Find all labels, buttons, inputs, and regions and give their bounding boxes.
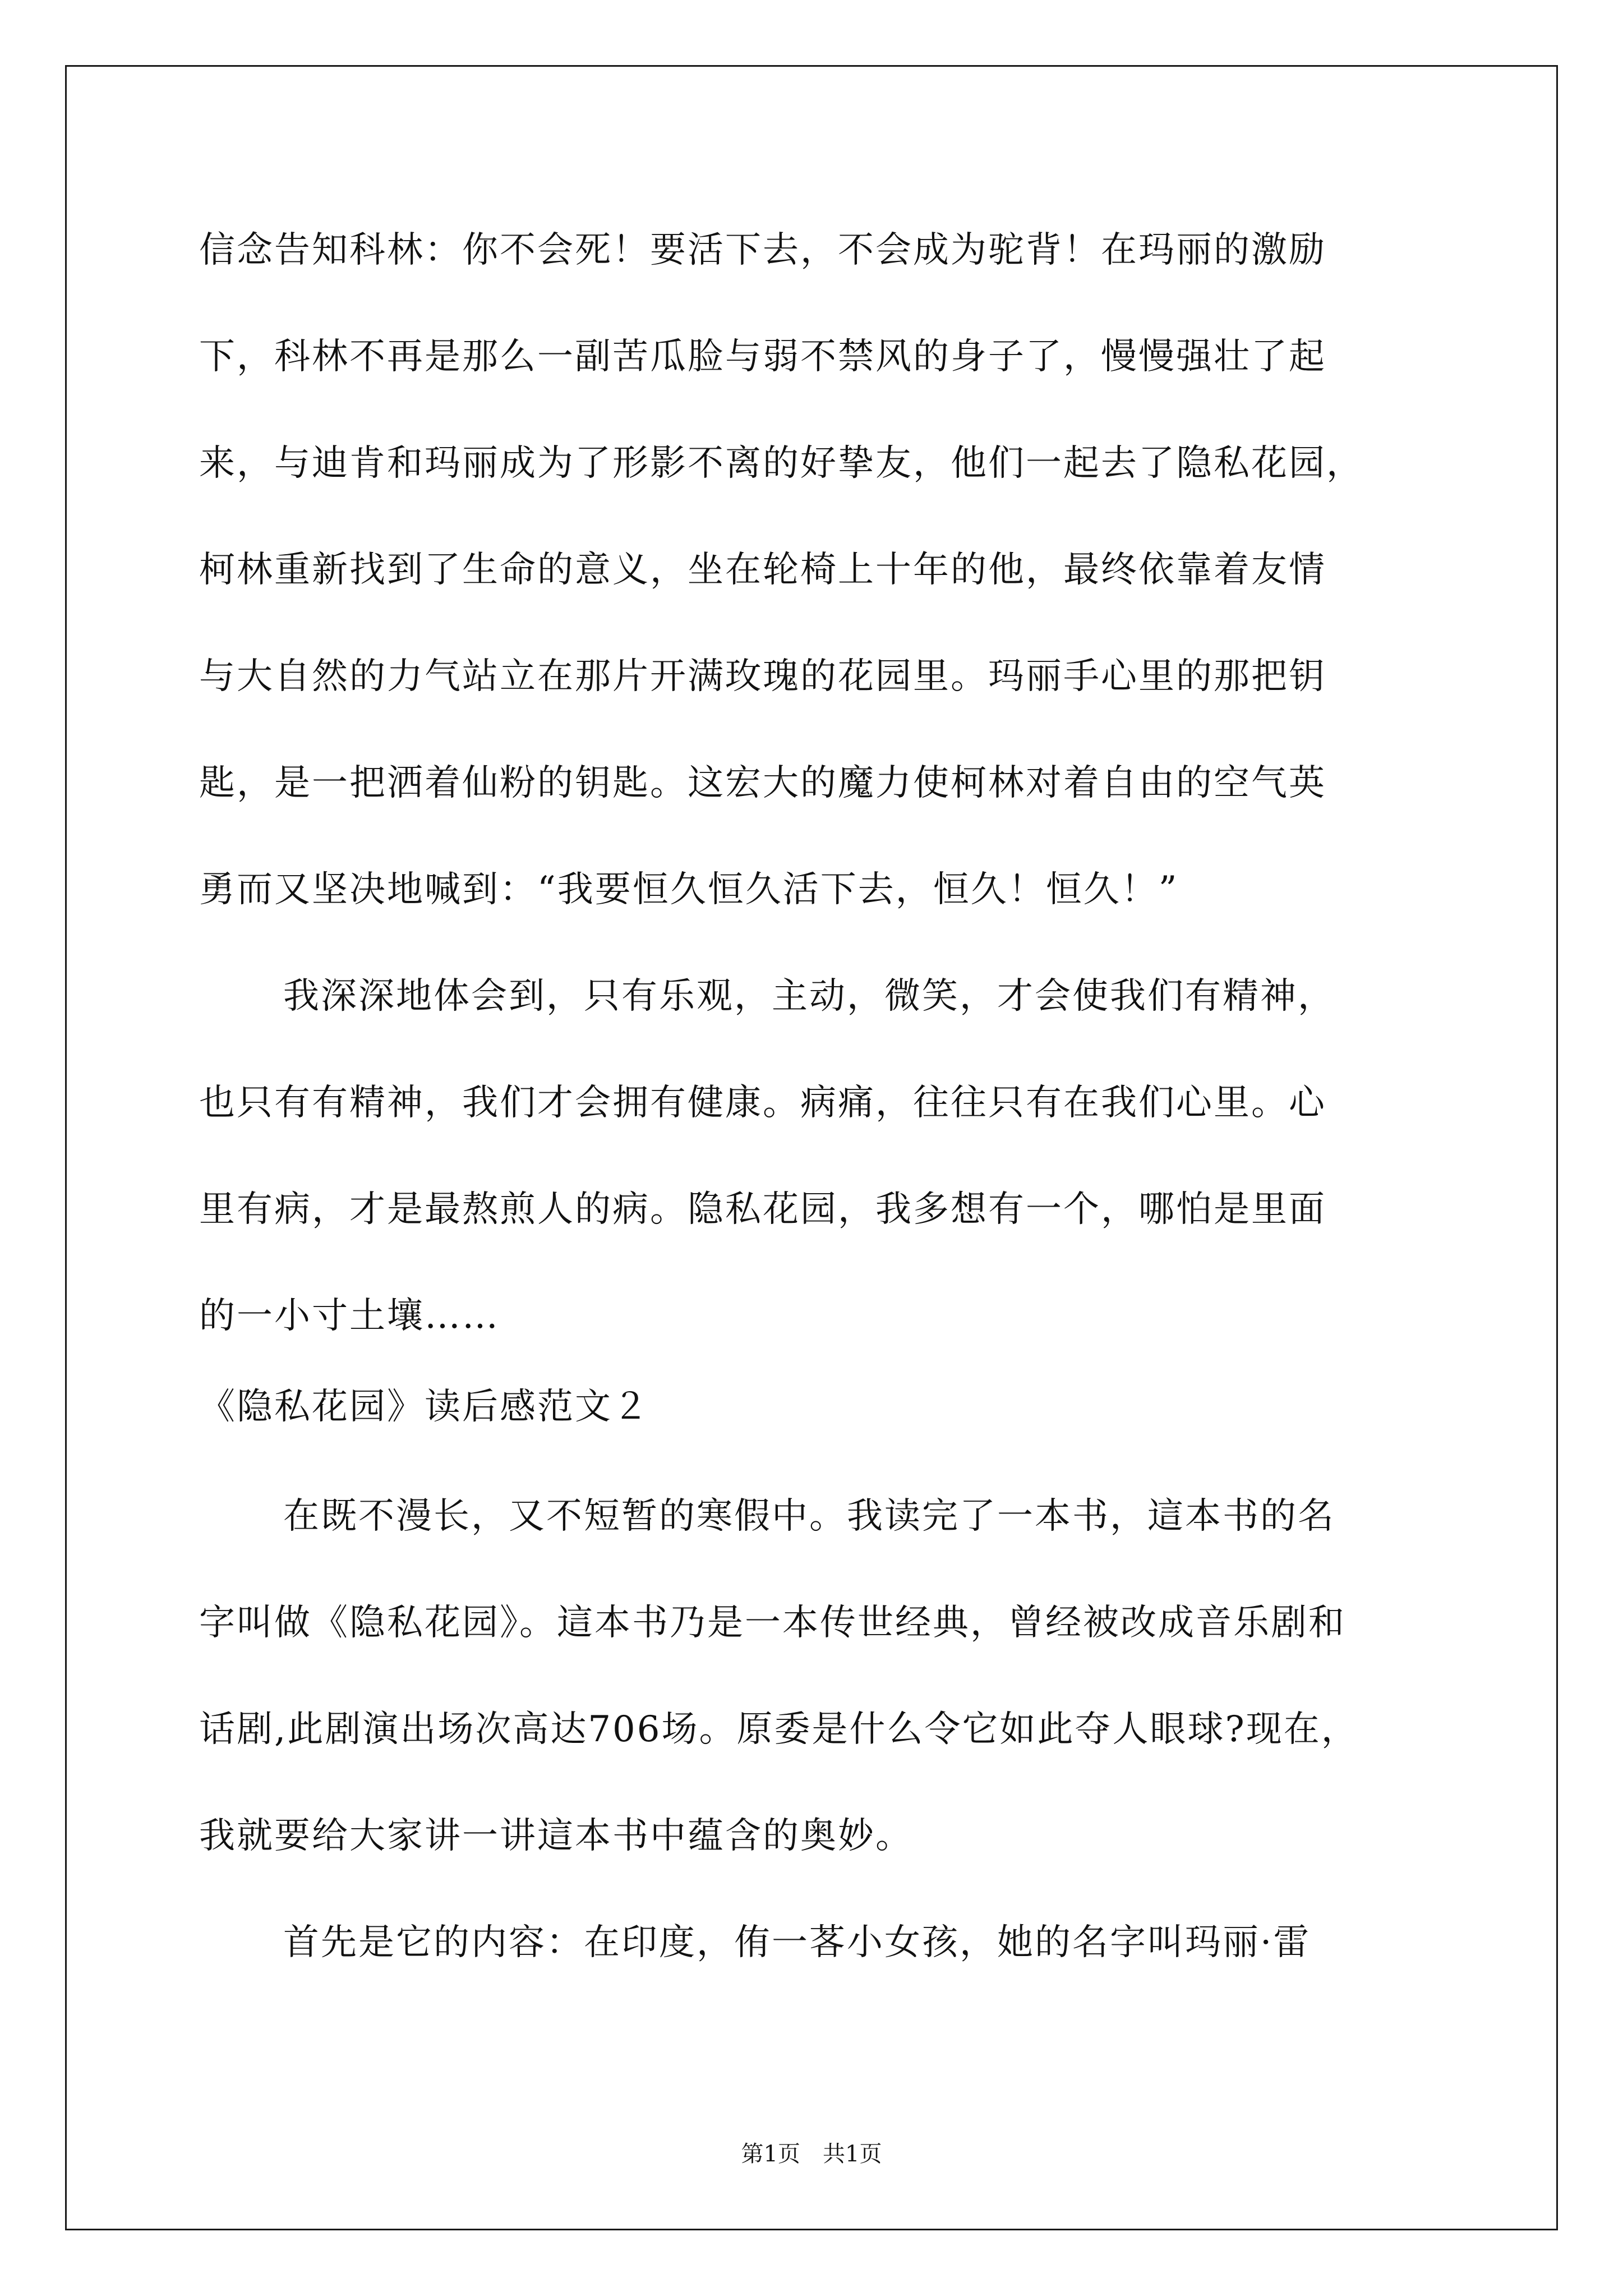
text-line: 话剧,此剧演出场次高达706场。原委是什么令它如此夺人眼球?现在， [199, 1709, 1359, 1750]
page-total: 共1页 [823, 2141, 882, 2167]
text-line: 里有病，才是最熬煎人的病。隐私花园，我多想有一个，哪怕是里面 [199, 1189, 1326, 1230]
text-line: 信念告知科林：你不会死！要活下去，不会成为驼背！在玛丽的激励 [199, 229, 1326, 271]
text-line: 柯林重新找到了生命的意义，坐在轮椅上十年的他，最终依靠着友情 [199, 549, 1326, 591]
text-line: 匙，是一把洒着仙粉的钥匙。这宏大的魔力使柯林对着自由的空气英 [199, 762, 1326, 804]
section-heading: 《隐私花园》读后感范文２ [199, 1386, 650, 1428]
text-line: 字叫做《隐私花园》。這本书乃是一本传世经典，曾经被改成音乐剧和 [199, 1602, 1346, 1644]
text-line: 也只有有精神，我们才会拥有健康。病痛，往往只有在我们心里。心 [199, 1082, 1326, 1124]
text-line: 勇而又坚决地喊到：“我要恒久恒久活下去，恒久！恒久！” [199, 869, 1179, 910]
page-border [65, 65, 1558, 2230]
paragraph-start-line: 首先是它的内容：在印度，侑一茖小女孩，她的名字叫玛丽·雷 [283, 1922, 1311, 1963]
paragraph-start-line: 我深深地体会到，只有乐观，主动，微笑，才会使我们有精神， [283, 976, 1335, 1017]
text-line: 的一小寸土壤…… [199, 1295, 500, 1337]
text-line: 来，与迪肯和玛丽成为了形影不离的好挚友，他们一起去了隐私花园， [199, 443, 1364, 484]
text-line: 与大自然的力气站立在那片开满玫瑰的花园里。玛丽手心里的那把钥 [199, 656, 1326, 697]
page-number: 第1页 [741, 2141, 800, 2167]
page-footer [0, 2143, 1623, 2165]
text-line: 下，科林不再是那么一副苦瓜脸与弱不禁风的身子了，慢慢强壮了起 [199, 336, 1326, 378]
text-line: 我就要给大家讲一讲這本书中蕴含的奥妙。 [199, 1815, 913, 1857]
paragraph-start-line: 在既不漫长，又不短暂的寒假中。我读完了一本书，這本书的名 [283, 1496, 1335, 1537]
